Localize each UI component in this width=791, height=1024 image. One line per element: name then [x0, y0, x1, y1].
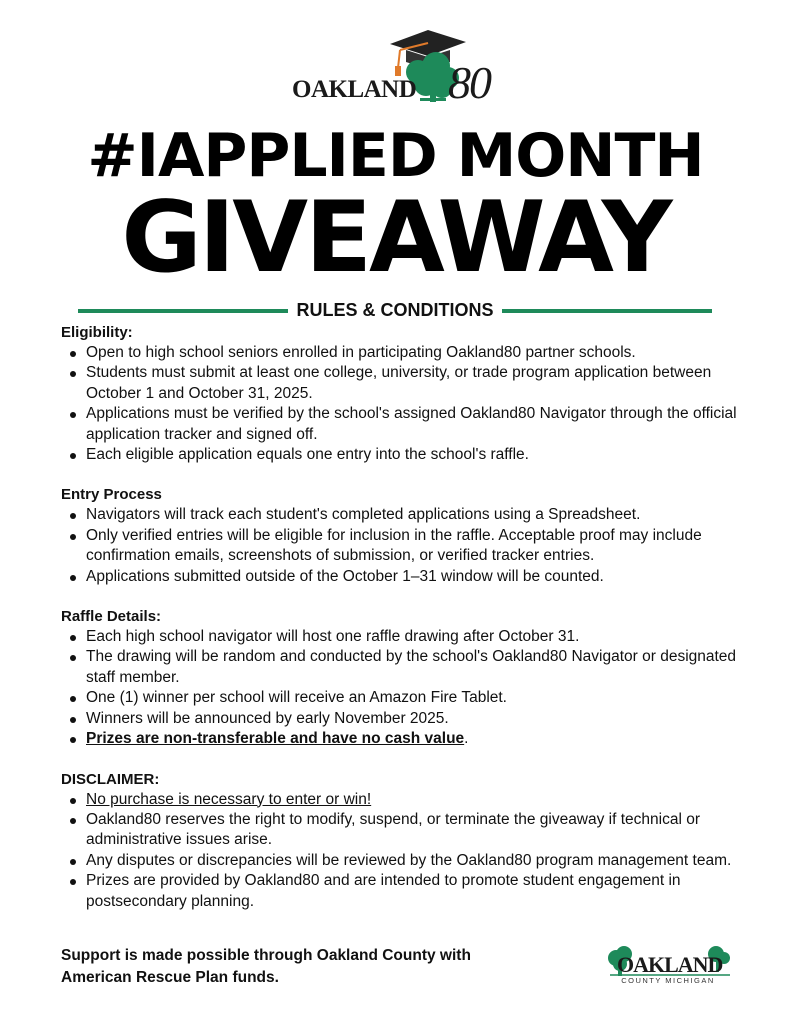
section-raffle-details	[61, 607, 741, 749]
list-item: Applications must be verified by the school's assigned Oakland80 Navigator through the official application tracker and signed off.	[86, 404, 741, 445]
list-item: Open to high school seniors enrolled in participating Oakland80 partner schools.	[86, 343, 741, 363]
list-item: Only verified entries will be eligible for inclusion in the raffle. Acceptable proof may include confirmation emails, screenshots of submission, or verified tracker entries.	[86, 526, 741, 567]
list-item: Winners will be announced by early November 2025.	[86, 709, 741, 729]
emphasis-suffix: .	[464, 730, 469, 748]
bullet-list	[61, 790, 741, 912]
bullet-list	[61, 505, 741, 587]
list-item-underlined	[86, 790, 741, 810]
list-item: Each eligible application equals one entry into the school's raffle.	[86, 445, 741, 465]
divider-line-right	[502, 309, 712, 313]
list-item: Applications submitted outside of the October 1–31 window will be counted.	[86, 567, 741, 587]
section-heading: DISCLAIMER:	[61, 770, 160, 788]
list-item: One (1) winner per school will receive an Amazon Fire Tablet.	[86, 688, 741, 708]
divider-line-left	[78, 309, 288, 313]
list-item: Oakland80 reserves the right to modify, suspend, or terminate the giveaway if technical or administrative issues arise.	[86, 810, 741, 851]
rules-divider	[78, 298, 712, 322]
prize-terms-emphasis: Prizes are non-transferable and have no cash value	[86, 730, 465, 748]
no-purchase-note: No purchase is necessary to enter or win!	[86, 790, 372, 808]
list-item: Prizes are provided by Oakland80 and are intended to promote student engagement in postsecondary planning.	[86, 871, 741, 912]
support-statement: Support is made possible through Oakland County with American Rescue Plan funds.	[61, 947, 471, 986]
section-disclaimer	[61, 770, 741, 912]
logo-number: 80	[448, 57, 490, 108]
list-item: Any disputes or discrepancies will be reviewed by the Oakland80 program management team.	[86, 851, 741, 871]
logo-wordmark: OAKLAND	[292, 76, 417, 103]
section-heading: Entry Process	[61, 486, 162, 504]
list-item: Navigators will track each student's completed applications using a Spreadsheet.	[86, 505, 741, 525]
county-logo-subtitle: COUNTY MICHIGAN	[621, 976, 715, 985]
section-eligibility	[61, 323, 741, 465]
list-item-emphasis	[86, 729, 741, 749]
list-item: Students must submit at least one college, university, or trade program application between October 1 and October 31, 2025.	[86, 363, 741, 404]
bullet-list	[61, 343, 741, 465]
section-heading: Raffle Details:	[61, 608, 162, 626]
rules-heading: RULES & CONDITIONS	[296, 300, 494, 320]
section-entry-process	[61, 485, 741, 587]
section-heading: Eligibility:	[61, 324, 133, 341]
list-item: The drawing will be random and conducted by the school's Oakland80 Navigator or designated staff member.	[86, 647, 741, 688]
page-title-line2: GIVEAWAY	[121, 181, 670, 295]
bullet-list	[61, 627, 741, 749]
page-title-line1: #IAPPLIED MONTH	[87, 121, 704, 191]
list-item: Each high school navigator will host one raffle drawing after October 31.	[86, 627, 741, 647]
rules-content	[61, 323, 741, 912]
county-logo-wordmark: OAKLAND	[617, 952, 723, 977]
